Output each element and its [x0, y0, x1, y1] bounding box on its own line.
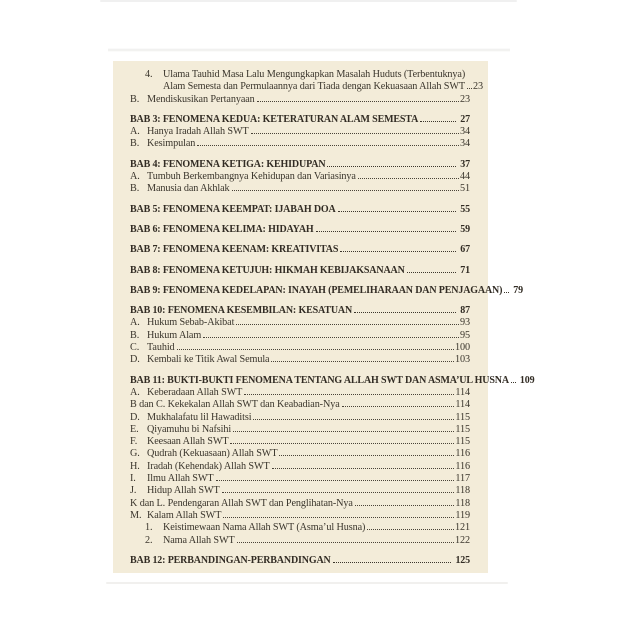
- toc-entry: [130, 69, 470, 81]
- dot-leader: [467, 88, 472, 89]
- toc-entry: [130, 448, 470, 460]
- entry-label: BAB 11: BUKTI-BUKTI FENOMENA TENTANG ALLAH SWT DAN ASMA’UL HUSNA: [130, 374, 509, 386]
- toc-entry: [130, 94, 470, 106]
- dot-leader: [354, 312, 456, 313]
- entry-prefix: D.: [130, 354, 140, 366]
- entry-label: Nama Allah SWT: [163, 534, 235, 546]
- entry-prefix: H.: [130, 460, 140, 472]
- dot-leader: [338, 211, 457, 212]
- entry-prefix: 4.: [145, 69, 153, 80]
- toc-chapter-entry: [130, 159, 470, 171]
- dot-leader: [232, 190, 459, 191]
- entry-prefix: D.: [130, 411, 140, 423]
- toc-chapter-entry: [130, 284, 523, 297]
- entry-prefix: A.: [130, 386, 140, 398]
- entry-prefix: B.: [130, 93, 140, 105]
- entry-label: Kalam Allah SWT: [147, 509, 222, 521]
- dot-leader: [358, 178, 459, 179]
- toc-subentry: [130, 535, 470, 547]
- dot-leader: [251, 133, 459, 134]
- toc-entry: [130, 399, 470, 411]
- entry-page: 51: [460, 183, 470, 195]
- toc-chapter-entry: [130, 244, 470, 256]
- entry-page: 121: [455, 522, 470, 534]
- toc-entry: [130, 171, 470, 183]
- dot-leader: [216, 480, 455, 481]
- entry-prefix: 2.: [145, 534, 153, 546]
- entry-label: Hidup Allah SWT: [147, 485, 220, 497]
- toc-entry: [130, 436, 470, 448]
- entry-label: Keberadaan Allah SWT: [147, 386, 243, 398]
- book-page-table-of-contents: [113, 61, 535, 573]
- toc-chapter-entry: [130, 374, 535, 387]
- entry-page: 79: [513, 284, 523, 296]
- entry-page: 115: [455, 423, 470, 435]
- entry-prefix: C.: [130, 342, 140, 354]
- entry-label: Keesaan Allah SWT: [147, 436, 229, 448]
- dot-leader: [271, 361, 454, 362]
- entry-page: 116: [455, 460, 470, 472]
- entry-page: 118: [455, 497, 470, 509]
- entry-prefix: I.: [130, 473, 136, 485]
- dot-leader: [279, 455, 454, 456]
- dot-leader: [222, 492, 455, 493]
- entry-label: Kembali ke Titik Awal Semula: [147, 354, 270, 366]
- entry-page: 27: [460, 113, 470, 125]
- toc-chapter-entry: [130, 224, 470, 236]
- entry-label: BAB 9: FENOMENA KEDELAPAN: INAYAH (PEMELIHARAAN DAN PENJAGAAN): [130, 284, 503, 296]
- entry-prefix: 1.: [145, 522, 153, 534]
- toc-entry: [130, 424, 470, 436]
- entry-page: 115: [455, 411, 470, 423]
- entry-label: Mendiskusikan Pertanyaan: [147, 93, 255, 105]
- entry-prefix: A.: [130, 126, 140, 138]
- dot-leader: [420, 121, 456, 122]
- entry-page: 115: [455, 436, 470, 448]
- entry-label: Keistimewaan Nama Allah SWT (Asma’ul Husna): [163, 522, 366, 534]
- toc-entry-continuation: [130, 81, 483, 93]
- entry-page: 109: [519, 374, 535, 386]
- entry-label: B dan C. Kekekalan Allah SWT dan Keabadian-Nya: [130, 399, 340, 411]
- dot-leader: [177, 349, 454, 350]
- toc-entry: [130, 183, 470, 195]
- dot-leader: [504, 292, 509, 293]
- entry-label: Qudrah (Kekuasaan) Allah SWT: [147, 448, 278, 460]
- entry-page: 103: [455, 354, 470, 366]
- toc-entry: [130, 354, 470, 366]
- entry-page: 122: [455, 534, 470, 546]
- toc-entry: [130, 330, 470, 342]
- entry-label: BAB 5: FENOMENA KEEMPAT: IJABAH DOA: [130, 203, 336, 215]
- entry-page: 23: [460, 93, 470, 105]
- entry-label: Alam Semesta dan Permulaannya dari Tiada dengan Kekuasaan Allah SWT: [163, 81, 465, 93]
- dot-leader: [253, 419, 454, 420]
- entry-label: BAB 4: FENOMENA KETIGA: KEHIDUPAN: [130, 158, 326, 170]
- entry-page: 67: [460, 244, 470, 256]
- photo-bottom-edge-line: [106, 582, 508, 584]
- toc-entry: [130, 412, 470, 424]
- entry-page: 87: [460, 305, 470, 317]
- entry-prefix: F.: [130, 436, 138, 448]
- dot-leader: [367, 529, 454, 530]
- dot-leader: [407, 272, 457, 273]
- toc-entry: [130, 498, 470, 510]
- entry-page: 100: [455, 342, 470, 354]
- toc-entry: [130, 387, 470, 399]
- entry-label: Ulama Tauhid Masa Lalu Mengungkapkan Masalah Huduts (Terbentuknya): [163, 69, 466, 80]
- dot-leader: [342, 406, 455, 407]
- entry-label: Hukum Sebab-Akibat: [147, 317, 235, 329]
- entry-page: 114: [455, 399, 470, 411]
- toc-entry: [130, 510, 470, 522]
- entry-prefix: G.: [130, 448, 140, 460]
- entry-label: BAB 7: FENOMENA KEENAM: KREATIVITAS: [130, 244, 339, 256]
- toc-entry: [130, 342, 470, 354]
- entry-label: K dan L. Pendengaran Allah SWT dan Penglihatan-Nya: [130, 497, 353, 509]
- entry-page: 95: [460, 329, 470, 341]
- entry-prefix: B.: [130, 138, 140, 150]
- entry-page: 117: [455, 473, 470, 485]
- toc-chapter-entry: [130, 204, 470, 216]
- entry-page: 125: [455, 554, 470, 566]
- entry-label: BAB 3: FENOMENA KEDUA: KETERATURAN ALAM SEMESTA: [130, 113, 419, 125]
- entry-label: Iradah (Kehendak) Allah SWT: [147, 460, 270, 472]
- dot-leader: [230, 443, 454, 444]
- dot-leader: [236, 324, 459, 325]
- entry-page: 44: [460, 171, 470, 183]
- entry-label: Qiyamuhu bi Nafsihi: [147, 423, 232, 435]
- entry-page: 116: [455, 448, 470, 460]
- dot-leader: [237, 542, 454, 543]
- entry-prefix: B.: [130, 183, 140, 195]
- dot-leader: [355, 505, 455, 506]
- entry-label: BAB 10: FENOMENA KESEMBILAN: KESATUAN: [130, 305, 353, 317]
- toc-entry: [130, 138, 470, 150]
- page-top-shadow: [108, 48, 510, 52]
- toc-chapter-entry: [130, 114, 470, 126]
- toc-entry: [130, 461, 470, 473]
- entry-prefix: J.: [130, 485, 137, 497]
- entry-page: 34: [460, 126, 470, 138]
- dot-leader: [233, 431, 454, 432]
- entry-page: 118: [455, 485, 470, 497]
- entry-label: Kesimpulan: [147, 138, 196, 150]
- entry-label: Tauhid: [147, 342, 175, 354]
- entry-page: 23: [472, 81, 483, 93]
- toc-entry: [130, 317, 470, 329]
- entry-label: Hanya Iradah Allah SWT: [147, 126, 249, 138]
- dot-leader: [257, 101, 459, 102]
- entry-label: Ilmu Allah SWT: [147, 473, 214, 485]
- toc-entry: [130, 485, 470, 497]
- entry-label: Tumbuh Berkembangnya Kehidupan dan Variasinya: [147, 171, 356, 183]
- entry-label: BAB 6: FENOMENA KELIMA: HIDAYAH: [130, 223, 314, 235]
- entry-page: 114: [455, 386, 470, 398]
- dot-leader: [244, 394, 454, 395]
- entry-page: 71: [460, 264, 470, 276]
- entry-page: 37: [460, 158, 470, 170]
- entry-page: 93: [460, 317, 470, 329]
- entry-label: BAB 12: PERBANDINGAN-PERBANDINGAN: [130, 554, 331, 566]
- photo-top-edge-line: [100, 0, 517, 2]
- dot-leader: [511, 382, 516, 383]
- entry-label: Manusia dan Akhlak: [147, 183, 230, 195]
- dot-leader: [272, 468, 455, 469]
- toc-chapter-entry: [130, 555, 470, 567]
- entry-page: 119: [455, 509, 470, 521]
- entry-prefix: E.: [130, 423, 139, 435]
- entry-label: Hukum Alam: [147, 329, 202, 341]
- toc-chapter-entry: [130, 305, 470, 317]
- entry-label: BAB 8: FENOMENA KETUJUH: HIKMAH KEBIJAKSANAAN: [130, 264, 405, 276]
- dot-leader: [223, 517, 454, 518]
- entry-prefix: A.: [130, 171, 140, 183]
- toc-entry: [130, 473, 470, 485]
- entry-page: 59: [460, 223, 470, 235]
- dot-leader: [340, 251, 456, 252]
- entry-prefix: M.: [130, 509, 142, 521]
- dot-leader: [203, 337, 459, 338]
- dot-leader: [316, 231, 457, 232]
- dot-leader: [333, 562, 452, 563]
- entry-prefix: B.: [130, 329, 140, 341]
- toc-entry: [130, 126, 470, 138]
- entry-page: 34: [460, 138, 470, 150]
- entry-prefix: A.: [130, 317, 140, 329]
- entry-label: Mukhalafatu lil Hawaditsi: [147, 411, 252, 423]
- dot-leader: [197, 145, 459, 146]
- toc-subentry: [130, 522, 470, 534]
- dot-leader: [327, 166, 456, 167]
- entry-page: 55: [460, 203, 470, 215]
- toc-chapter-entry: [130, 265, 470, 277]
